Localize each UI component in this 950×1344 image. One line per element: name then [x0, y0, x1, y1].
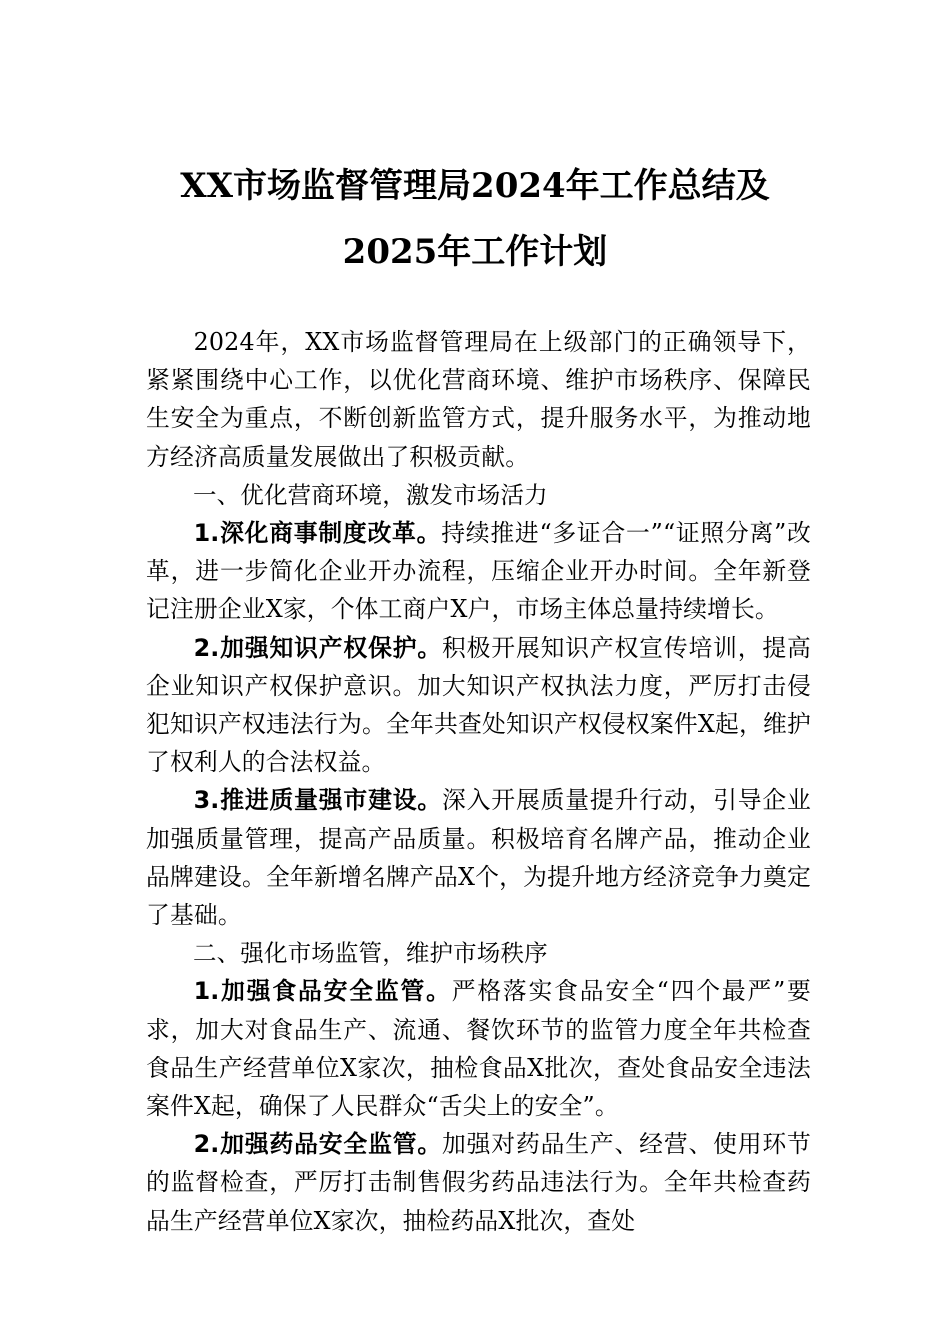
section-item-paragraph: [146, 629, 811, 782]
section-item-paragraph: [146, 972, 811, 1125]
item-text: 加强对药品生产、经营、使用环节的监督检查，严厉打击制售假劣药品违法行为。全年共检查药品生产经营单位X家次，抽检药品X批次，查处: [146, 1130, 812, 1235]
item-lead: 2.加强药品安全监管。: [193, 1130, 443, 1159]
item-lead: 1.深化商事制度改革。: [193, 519, 442, 548]
section-item-paragraph: [146, 514, 811, 629]
item-text: 积极开展知识产权宣传培训，提高企业知识产权保护意识。加大知识产权执法力度，严厉打击侵犯知识产权违法行为。全年共查处知识产权侵权案件X起，维护了权利人的合法权益。: [146, 633, 812, 777]
document-title-line-1: XX市场监督管理局2024年工作总结及: [180, 166, 770, 206]
section-item-paragraph: [146, 1125, 811, 1240]
intro-paragraph: 2024年，XX市场监督管理局在上级部门的正确领导下，紧紧围绕中心工作，以优化营商环境、维护市场秩序、保障民生安全为重点，不断创新监管方式，提升服务水平，为推动地方经济高质量发展做出了积极贡献。: [146, 328, 811, 471]
document-title-line-2: 2025年工作计划: [342, 232, 608, 272]
item-lead: 1.加强食品安全监管。: [193, 977, 452, 1006]
section-heading: 一、优化营商环境，激发市场活力: [193, 480, 548, 509]
item-text: 持续推进“多证合一”“证照分离”改革，进一步简化企业开办流程，压缩企业开办时间。全年新登记注册企业X家，个体工商户X户，市场主体总量持续增长。: [146, 519, 812, 624]
item-lead: 2.加强知识产权保护。: [193, 633, 443, 662]
section-item-paragraph: [146, 781, 811, 934]
document-body: [146, 323, 811, 1240]
item-text: 深入开展质量提升行动，引导企业加强质量管理，提高产品质量。积极培育名牌产品，推动企业品牌建设。全年新增名牌产品X个，为提升地方经济竞争力奠定了基础。: [146, 786, 812, 930]
item-text: 严格落实食品安全“四个最严”要求，加大对食品生产、流通、餐饮环节的监管力度全年共检查食品生产经营单位X家次，抽检食品X批次，查处食品安全违法案件X起，确保了人民群众“舌尖上的安全”。: [146, 977, 811, 1121]
item-lead: 3.推进质量强市建设。: [193, 786, 443, 815]
section-heading: 二、强化市场监管，维护市场秩序: [193, 939, 548, 968]
